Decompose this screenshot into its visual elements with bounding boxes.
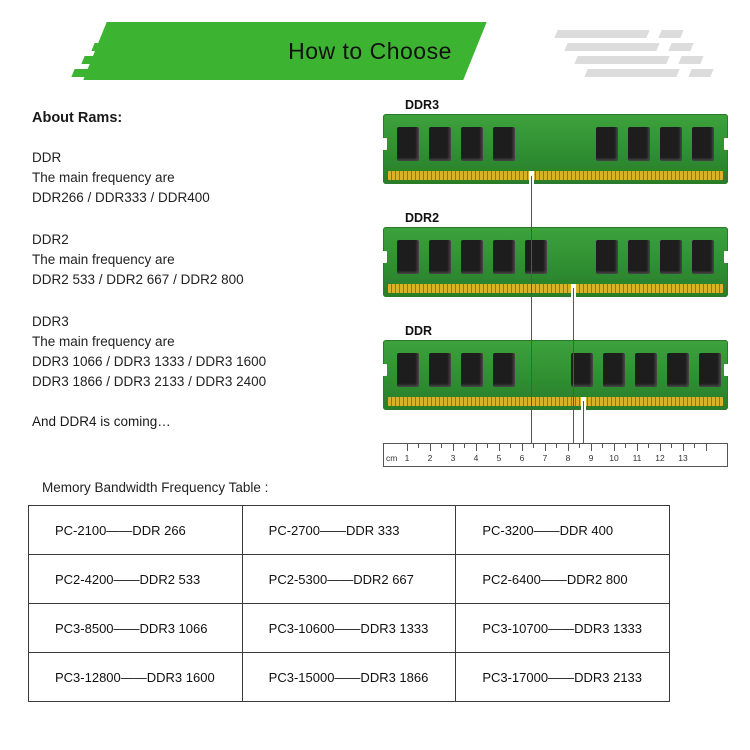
ram-gold-contacts-ddr2 [388, 284, 723, 293]
ram-chip [397, 353, 419, 387]
ram-tab-left-ddr2 [382, 251, 387, 263]
table-cell: PC2-6400——DDR2 800 [456, 555, 670, 604]
ram-chip [461, 240, 483, 274]
header-chevron-right-2 [564, 43, 659, 51]
ram-chip [660, 240, 682, 274]
notch-leader-line-2 [573, 288, 574, 446]
ram-name-ddr2: DDR2 [32, 232, 69, 247]
ram-desc-ddr3: The main frequency are [32, 334, 175, 349]
ram-chip [493, 127, 515, 161]
ruler-tick-label: 12 [655, 453, 665, 463]
table-row [29, 653, 670, 702]
table-cell: PC3-10600——DDR3 1333 [242, 604, 456, 653]
bandwidth-table-caption: Memory Bandwidth Frequency Table : [42, 480, 269, 495]
page-title: How to Choose [288, 38, 452, 64]
ram-tab-right-ddr2 [724, 251, 729, 263]
table-cell: PC-2100——DDR 266 [29, 506, 243, 555]
ruler-tick-label: 8 [565, 453, 571, 463]
ram-chip [429, 353, 451, 387]
ruler-scale [383, 443, 728, 467]
ruler-tick-label: 13 [678, 453, 688, 463]
ram-chip [596, 240, 618, 274]
header-chevron-right-1 [554, 30, 649, 38]
ram-stick-ddr [383, 340, 728, 410]
table-cell: PC2-4200——DDR2 533 [29, 555, 243, 604]
ram-freqs-ddr3-a: DDR3 1066 / DDR3 1333 / DDR3 1600 [32, 354, 267, 369]
ram-freqs-ddr3-b: DDR3 1866 / DDR3 2133 / DDR3 2400 [32, 374, 267, 389]
header-chevron-right-5 [658, 30, 683, 38]
notch-leader-line-3 [583, 401, 584, 446]
ram-stick-label-ddr: DDR [405, 324, 433, 338]
ram-chip [628, 240, 650, 274]
ram-freqs-ddr2: DDR2 533 / DDR2 667 / DDR2 800 [32, 272, 244, 287]
table-cell: PC3-8500——DDR3 1066 [29, 604, 243, 653]
about-rams-section [32, 110, 382, 429]
table-cell: PC3-15000——DDR3 1866 [242, 653, 456, 702]
ram-stick-ddr3 [383, 114, 728, 184]
memory-bandwidth-table [28, 505, 670, 702]
table-row [29, 506, 670, 555]
ram-chip [603, 353, 625, 387]
ram-tab-left-ddr3 [382, 138, 387, 150]
ruler-unit-label: cm [386, 453, 398, 463]
table-cell: PC-2700——DDR 333 [242, 506, 456, 555]
ram-chip [628, 127, 650, 161]
ram-desc-ddr2: The main frequency are [32, 252, 175, 267]
ram-chip [397, 240, 419, 274]
ram-freqs-ddr: DDR266 / DDR333 / DDR400 [32, 190, 210, 205]
ruler-tick-label: 10 [609, 453, 619, 463]
header-chevron-right-8 [688, 69, 713, 77]
header-chevron-right-4 [584, 69, 679, 77]
ram-info-ddr [32, 148, 382, 208]
ruler-tick-label: 1 [404, 453, 410, 463]
ram-chip [635, 353, 657, 387]
ram-chip [397, 127, 419, 161]
ram-stick-label-ddr3: DDR3 [405, 98, 440, 112]
ram-chip [692, 127, 714, 161]
ram-tab-right-ddr [724, 364, 729, 376]
ddr4-note: And DDR4 is coming… [32, 414, 171, 429]
ram-chip-row-ddr3 [391, 127, 720, 161]
ram-desc-ddr: The main frequency are [32, 170, 175, 185]
ram-chip-row-ddr2 [391, 240, 720, 274]
ram-gold-contacts-ddr [388, 397, 723, 406]
ruler-tick-label: 6 [519, 453, 525, 463]
table-cell: PC3-10700——DDR3 1333 [456, 604, 670, 653]
page-header-banner [0, 22, 750, 80]
ram-info-ddr2 [32, 230, 382, 290]
about-rams-heading: About Rams: [32, 110, 123, 126]
ram-chip [461, 127, 483, 161]
ram-chip [699, 353, 721, 387]
ram-chip [429, 240, 451, 274]
table-cell: PC-3200——DDR 400 [456, 506, 670, 555]
header-chevron-right-3 [574, 56, 669, 64]
ram-chip [571, 353, 593, 387]
table-row [29, 555, 670, 604]
ram-diagram [383, 98, 733, 468]
table-row [29, 604, 670, 653]
ruler-tick-label: 5 [496, 453, 502, 463]
ram-name-ddr3: DDR3 [32, 314, 69, 329]
ram-chip [525, 240, 547, 274]
ram-name-ddr: DDR [32, 150, 62, 165]
ruler-tick-label: 7 [542, 453, 548, 463]
ram-chip-row-ddr [391, 353, 720, 387]
ram-tab-right-ddr3 [724, 138, 729, 150]
ram-chip [429, 127, 451, 161]
ram-chip [667, 353, 689, 387]
ram-chip [461, 353, 483, 387]
ruler-tick-label: 11 [632, 453, 642, 463]
table-cell: PC2-5300——DDR2 667 [242, 555, 456, 604]
ruler-tick-label: 9 [588, 453, 594, 463]
ruler-tick-label: 3 [450, 453, 456, 463]
ram-chip [692, 240, 714, 274]
ram-chip [660, 127, 682, 161]
table-cell: PC3-12800——DDR3 1600 [29, 653, 243, 702]
ram-tab-left-ddr [382, 364, 387, 376]
ram-stick-label-ddr2: DDR2 [405, 211, 440, 225]
ruler-tick-label: 4 [473, 453, 479, 463]
table-cell: PC3-17000——DDR3 2133 [456, 653, 670, 702]
ram-chip [493, 353, 515, 387]
ram-stick-ddr2 [383, 227, 728, 297]
header-chevron-right-7 [678, 56, 703, 64]
header-chevron-right-6 [668, 43, 693, 51]
notch-leader-line-1 [531, 176, 532, 446]
ram-chip [493, 240, 515, 274]
ram-info-ddr3 [32, 312, 382, 392]
ruler-tick-label: 2 [427, 453, 433, 463]
ram-chip [596, 127, 618, 161]
ram-gold-contacts-ddr3 [388, 171, 723, 180]
